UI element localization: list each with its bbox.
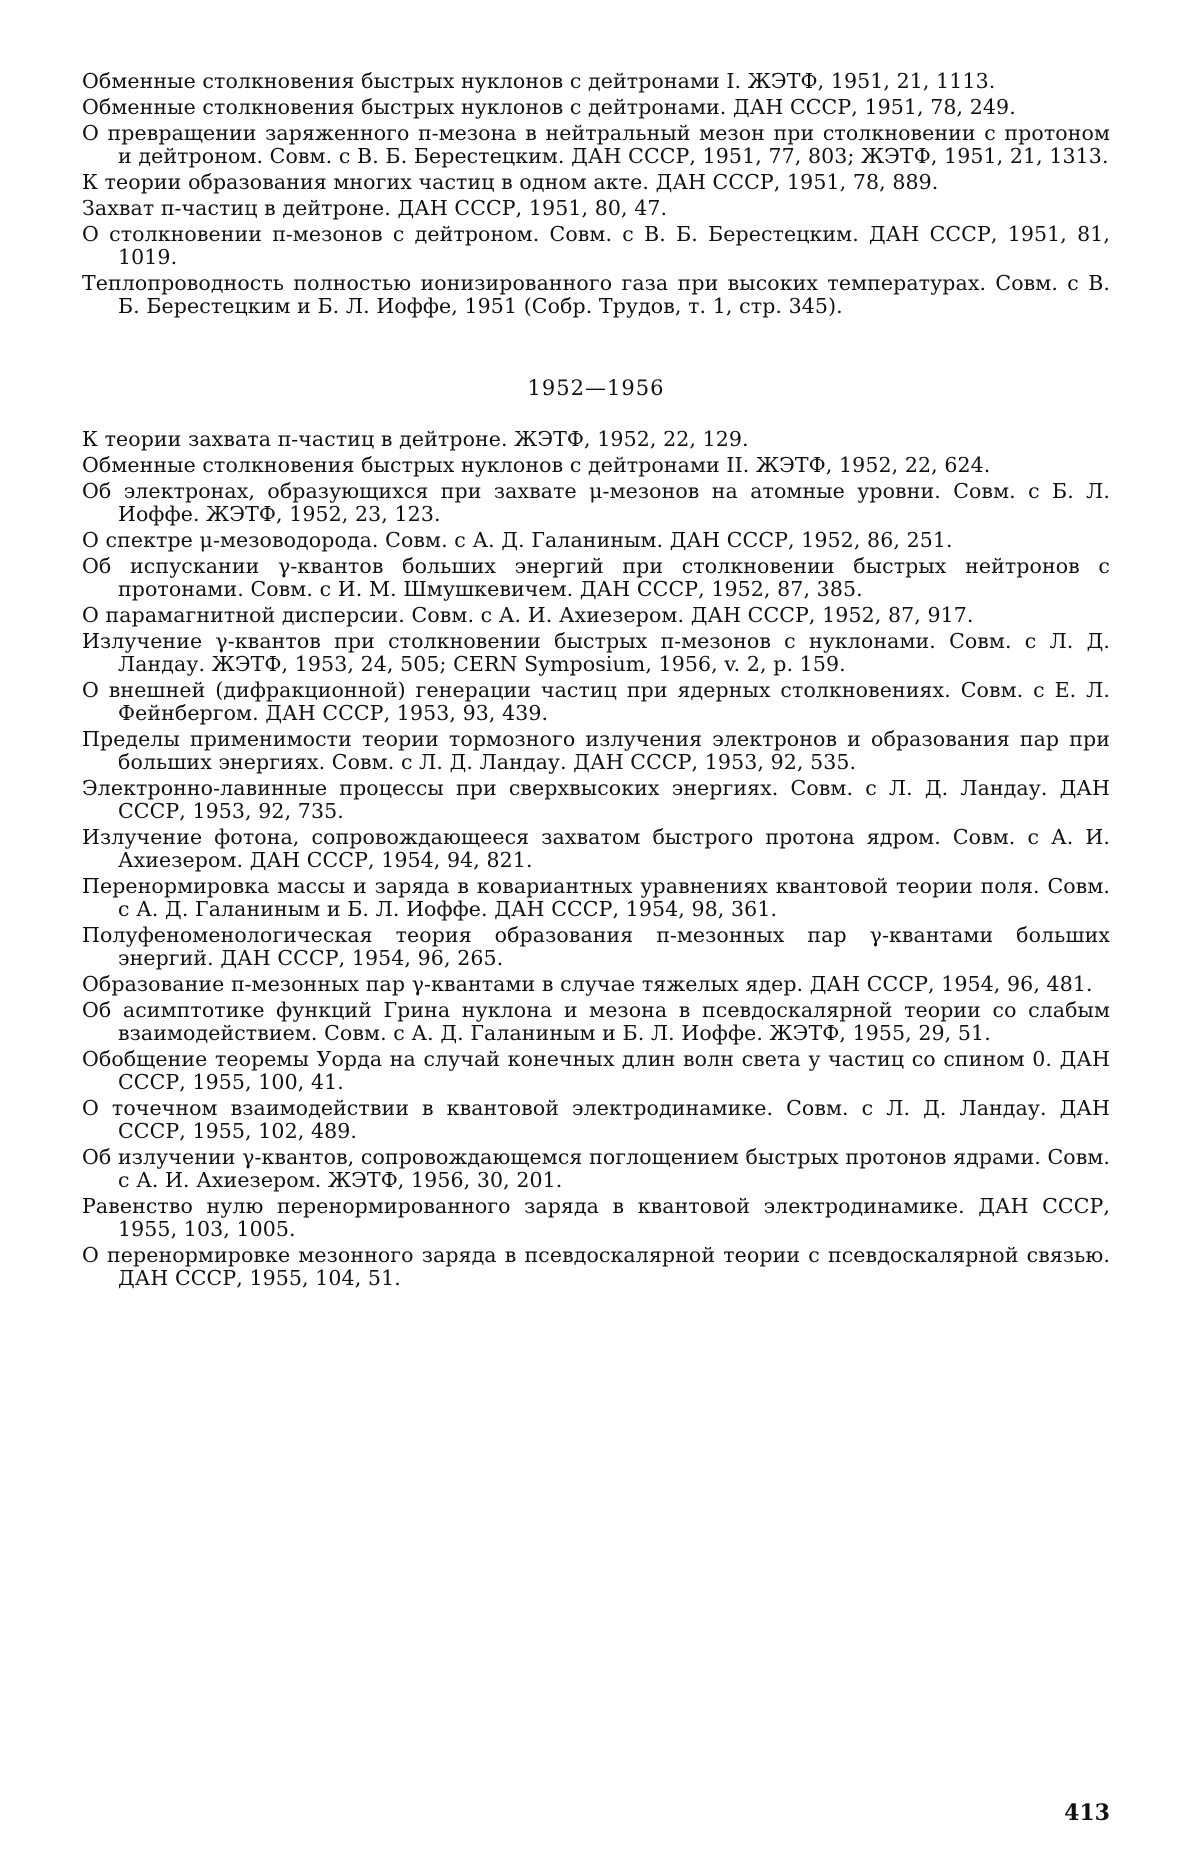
bibliography-entry: Обменные столкновения быстрых нуклонов с дейтронами I. ЖЭТФ, 1951, 21, 1113.: [82, 69, 996, 93]
bibliography-entry: О внешней (дифракционной) генерации частиц при ядерных столкновениях. Совм. с Е. Л. Фейнбергом. ДАН СССР, 1953, 93, 439.: [82, 678, 1110, 725]
bibliography-entry: О столкновении π-мезонов с дейтроном. Совм. с В. Б. Берестецким. ДАН СССР, 1951, 81, 1019.: [82, 222, 1110, 269]
bibliography-entry: Об излучении γ-квантов, сопровождающемся поглощением быстрых протонов ядрами. Совм. с А. И. Ахиезером. ЖЭТФ, 1956, 30, 201.: [82, 1145, 1110, 1192]
bibliography-entry: Перенормировка массы и заряда в ковариантных уравнениях квантовой теории поля. Совм. с А. Д. Галаниным и Б. Л. Иоффе. ДАН СССР, 1954, 98, 361.: [82, 874, 1110, 921]
bibliography-entry: Об испускании γ-квантов больших энергий при столкновении быстрых нейтронов с протонами. Совм. с И. М. Шмушкевичем. ДАН СССР, 1952, 87, 385.: [82, 554, 1110, 601]
bibliography-entry: О превращении заряженного π-мезона в нейтральный мезон при столкновении с протоном и дейтроном. Совм. с В. Б. Берестецким. ДАН СССР, 1951, 77, 803; ЖЭТФ, 1951, 21, 1313.: [82, 121, 1110, 168]
page-number: 413: [1064, 1800, 1110, 1826]
bibliography-entry: О перенормировке мезонного заряда в псевдоскалярной теории с псевдоскалярной связью. ДАН СССР, 1955, 104, 51.: [82, 1243, 1110, 1290]
section-heading: 1952—1956: [527, 376, 665, 400]
bibliography-entry: Об асимптотике функций Грина нуклона и мезона в псевдоскалярной теории со слабым взаимодействием. Совм. с А. Д. Галаниным и Б. Л. Иоффе. ЖЭТФ, 1955, 29, 51.: [82, 998, 1110, 1045]
bibliography-page: [82, 70, 1110, 1293]
bibliography-entry: К теории захвата π-частиц в дейтроне. ЖЭТФ, 1952, 22, 129.: [82, 427, 749, 451]
bibliography-entry: Теплопроводность полностью ионизированного газа при высоких температурах. Совм. с В. Б. Берестецким и Б. Л. Иоффе, 1951 (Собр. Трудов, т. 1, стр. 345).: [82, 271, 1110, 318]
bibliography-entry: Излучение γ-квантов при столкновении быстрых π-мезонов с нуклонами. Совм. с Л. Д. Ландау. ЖЭТФ, 1953, 24, 505; CERN Symposium, 1956, v. 2, p. 159.: [82, 629, 1110, 676]
bibliography-entry: Образование π-мезонных пар γ-квантами в случае тяжелых ядер. ДАН СССР, 1954, 96, 481.: [82, 972, 1093, 996]
bibliography-entry: О спектре μ-мезоводорода. Совм. с А. Д. Галаниным. ДАН СССР, 1952, 86, 251.: [82, 528, 953, 552]
bibliography-entry: Обобщение теоремы Уорда на случай конечных длин волн света у частиц со спином 0. ДАН СССР, 1955, 100, 41.: [82, 1047, 1110, 1094]
bibliography-entry: О парамагнитной дисперсии. Совм. с А. И. Ахиезером. ДАН СССР, 1952, 87, 917.: [82, 603, 974, 627]
bibliography-entry: Пределы применимости теории тормозного излучения электронов и образования пар при больших энергиях. Совм. с Л. Д. Ландау. ДАН СССР, 1953, 92, 535.: [82, 727, 1110, 774]
bibliography-entry: Об электронах, образующихся при захвате μ-мезонов на атомные уровни. Совм. с Б. Л. Иоффе. ЖЭТФ, 1952, 23, 123.: [82, 479, 1110, 526]
section-1952-1956: [82, 428, 1110, 1290]
bibliography-entry: К теории образования многих частиц в одном акте. ДАН СССР, 1951, 78, 889.: [82, 170, 939, 194]
bibliography-entry: Обменные столкновения быстрых нуклонов с дейтронами II. ЖЭТФ, 1952, 22, 624.: [82, 453, 991, 477]
bibliography-entry: Равенство нулю перенормированного заряда в квантовой электродинамике. ДАН СССР, 1955, 103, 1005.: [82, 1194, 1110, 1241]
bibliography-entry: О точечном взаимодействии в квантовой электродинамике. Совм. с Л. Д. Ландау. ДАН СССР, 1955, 102, 489.: [82, 1096, 1110, 1143]
section-1951: [82, 70, 1110, 318]
bibliography-entry: Излучение фотона, сопровождающееся захватом быстрого протона ядром. Совм. с А. И. Ахиезером. ДАН СССР, 1954, 94, 821.: [82, 825, 1110, 872]
bibliography-entry: Обменные столкновения быстрых нуклонов с дейтронами. ДАН СССР, 1951, 78, 249.: [82, 95, 1016, 119]
bibliography-entry: Электронно-лавинные процессы при сверхвысоких энергиях. Совм. с Л. Д. Ландау. ДАН СССР, 1953, 92, 735.: [82, 776, 1110, 823]
bibliography-entry: Полуфеноменологическая теория образования π-мезонных пар γ-квантами больших энергий. ДАН СССР, 1954, 96, 265.: [82, 923, 1110, 970]
bibliography-entry: Захват π-частиц в дейтроне. ДАН СССР, 1951, 80, 47.: [82, 196, 668, 220]
